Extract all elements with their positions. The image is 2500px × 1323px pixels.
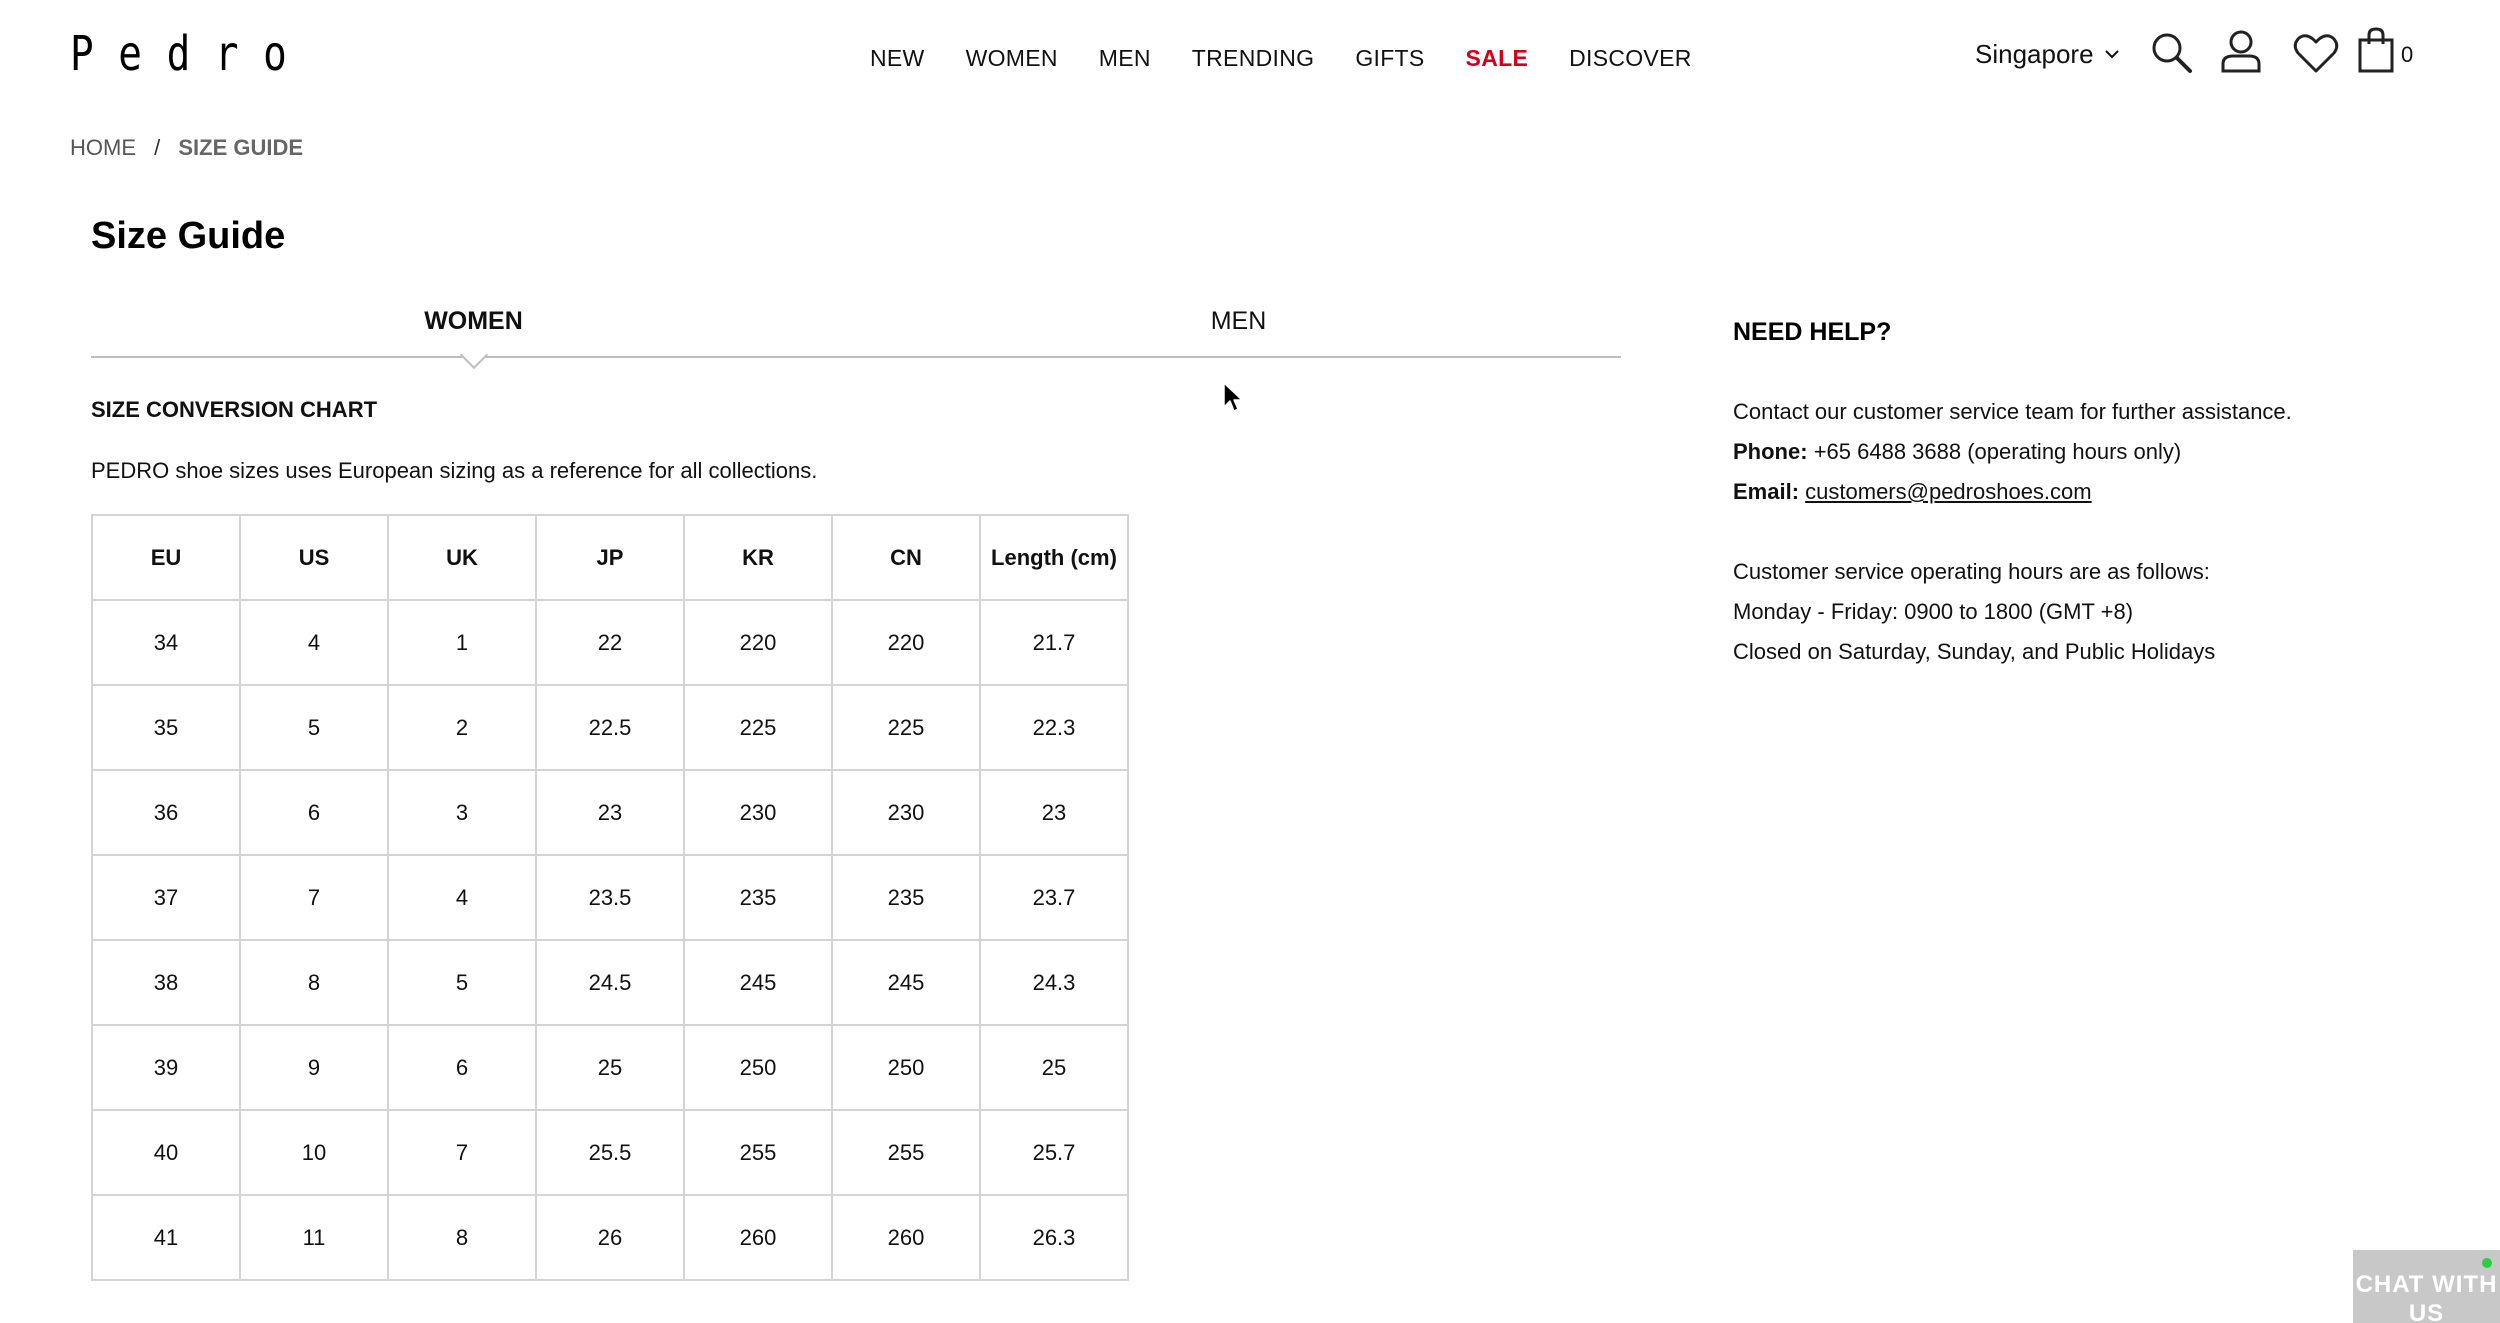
table-cell: 4 — [240, 600, 388, 685]
search-icon[interactable] — [2149, 30, 2193, 74]
table-row — [92, 940, 1128, 1025]
table-cell: 2 — [388, 685, 536, 770]
table-cell: 23.5 — [536, 855, 684, 940]
column-header: KR — [684, 515, 832, 600]
help-panel — [1733, 312, 2433, 672]
nav-men[interactable]: MEN — [1098, 45, 1151, 71]
chat-widget-button[interactable] — [2353, 1250, 2500, 1323]
page-title: Size Guide — [91, 215, 286, 257]
nav-new[interactable]: NEW — [870, 45, 925, 71]
table-cell: 35 — [92, 685, 240, 770]
table-cell: 8 — [388, 1195, 536, 1280]
table-cell: 5 — [240, 685, 388, 770]
column-header: EU — [92, 515, 240, 600]
column-header: CN — [832, 515, 980, 600]
table-cell: 23.7 — [980, 855, 1128, 940]
account-icon[interactable] — [2219, 28, 2263, 74]
table-cell: 245 — [832, 940, 980, 1025]
table-cell: 1 — [388, 600, 536, 685]
table-row — [92, 1025, 1128, 1110]
help-email — [1733, 472, 2433, 512]
table-cell: 25 — [536, 1025, 684, 1110]
table-row — [92, 685, 1128, 770]
nav-sale[interactable]: SALE — [1465, 45, 1529, 71]
mouse-cursor-icon — [1222, 381, 1244, 413]
table-cell: 230 — [832, 770, 980, 855]
email-label: Email: — [1733, 479, 1800, 504]
table-cell: 6 — [388, 1025, 536, 1110]
help-intro: Contact our customer service team for further assistance. — [1733, 399, 2292, 424]
help-phone — [1733, 432, 2433, 472]
table-cell: 22 — [536, 600, 684, 685]
table-cell: 38 — [92, 940, 240, 1025]
wishlist-icon[interactable] — [2293, 32, 2339, 74]
nav-women[interactable]: WOMEN — [965, 45, 1058, 71]
table-cell: 11 — [240, 1195, 388, 1280]
table-cell: 22.3 — [980, 685, 1128, 770]
tab-men[interactable]: MEN — [1210, 307, 1267, 335]
table-cell: 260 — [684, 1195, 832, 1280]
phone-value: +65 6488 3688 (operating hours only) — [1813, 439, 2182, 464]
table-cell: 6 — [240, 770, 388, 855]
breadcrumb-current: SIZE GUIDE — [178, 135, 304, 160]
table-cell: 3 — [388, 770, 536, 855]
table-cell: 9 — [240, 1025, 388, 1110]
column-header: US — [240, 515, 388, 600]
table-cell: 4 — [388, 855, 536, 940]
column-header: JP — [536, 515, 684, 600]
breadcrumb-home[interactable]: HOME — [70, 135, 136, 160]
table-cell: 230 — [684, 770, 832, 855]
pedro-logo[interactable]: Pedro — [70, 26, 312, 82]
table-cell: 255 — [832, 1110, 980, 1195]
table-cell: 220 — [684, 600, 832, 685]
cart-count: 0 — [2401, 42, 2414, 67]
table-cell: 255 — [684, 1110, 832, 1195]
nav-gifts[interactable]: GIFTS — [1355, 45, 1425, 71]
table-cell: 24.3 — [980, 940, 1128, 1025]
table-cell: 250 — [832, 1025, 980, 1110]
table-cell: 220 — [832, 600, 980, 685]
table-cell: 40 — [92, 1110, 240, 1195]
table-cell: 7 — [388, 1110, 536, 1195]
cart-icon[interactable] — [2356, 26, 2396, 74]
table-cell: 23 — [980, 770, 1128, 855]
chat-label: CHAT WITH US — [2355, 1271, 2498, 1323]
nav-discover[interactable]: DISCOVER — [1569, 45, 1692, 71]
table-cell: 22.5 — [536, 685, 684, 770]
table-cell: 26 — [536, 1195, 684, 1280]
table-row — [92, 855, 1128, 940]
table-cell: 260 — [832, 1195, 980, 1280]
site-header — [0, 0, 2500, 110]
table-cell: 8 — [240, 940, 388, 1025]
table-cell: 24.5 — [536, 940, 684, 1025]
table-cell: 225 — [684, 685, 832, 770]
chevron-down-icon — [2102, 44, 2122, 64]
table-cell: 21.7 — [980, 600, 1128, 685]
column-header: UK — [388, 515, 536, 600]
region-label: Singapore — [1975, 39, 2094, 69]
nav-trending[interactable]: TRENDING — [1191, 45, 1315, 71]
table-cell: 250 — [684, 1025, 832, 1110]
table-cell: 245 — [684, 940, 832, 1025]
table-cell: 235 — [684, 855, 832, 940]
size-conversion-table — [91, 514, 1129, 1281]
table-cell: 36 — [92, 770, 240, 855]
hours-weekday: Monday - Friday: 0900 to 1800 (GMT +8) — [1733, 599, 2134, 624]
main-nav — [870, 40, 1733, 76]
table-row — [92, 1110, 1128, 1195]
table-row — [92, 1195, 1128, 1280]
table-cell: 25.5 — [536, 1110, 684, 1195]
table-cell: 41 — [92, 1195, 240, 1280]
gender-tabs — [91, 296, 1621, 358]
table-cell: 25 — [980, 1025, 1128, 1110]
breadcrumb — [70, 133, 303, 163]
table-cell: 23 — [536, 770, 684, 855]
table-row — [92, 770, 1128, 855]
table-header-row — [92, 515, 1128, 600]
online-status-icon — [2482, 1258, 2492, 1268]
hours-title: Customer service operating hours are as follows: — [1733, 559, 2210, 584]
table-row — [92, 600, 1128, 685]
table-cell: 39 — [92, 1025, 240, 1110]
table-cell: 26.3 — [980, 1195, 1128, 1280]
tab-women[interactable]: WOMEN — [424, 307, 523, 335]
table-cell: 235 — [832, 855, 980, 940]
table-cell: 5 — [388, 940, 536, 1025]
size-description: PEDRO shoe sizes uses European sizing as a reference for all collections. — [91, 458, 818, 483]
region-selector[interactable] — [1975, 36, 2122, 72]
section-heading: SIZE CONVERSION CHART — [91, 397, 378, 422]
email-link[interactable]: customers@pedroshoes.com — [1805, 479, 2092, 504]
table-cell: 25.7 — [980, 1110, 1128, 1195]
hours-closed: Closed on Saturday, Sunday, and Public Holidays — [1733, 639, 2216, 664]
phone-label: Phone: — [1733, 439, 1808, 464]
help-title: NEED HELP? — [1733, 318, 1892, 346]
table-cell: 37 — [92, 855, 240, 940]
column-header: Length (cm) — [980, 515, 1128, 600]
table-cell: 7 — [240, 855, 388, 940]
table-cell: 34 — [92, 600, 240, 685]
table-cell: 225 — [832, 685, 980, 770]
table-cell: 10 — [240, 1110, 388, 1195]
breadcrumb-separator: / — [154, 135, 161, 160]
